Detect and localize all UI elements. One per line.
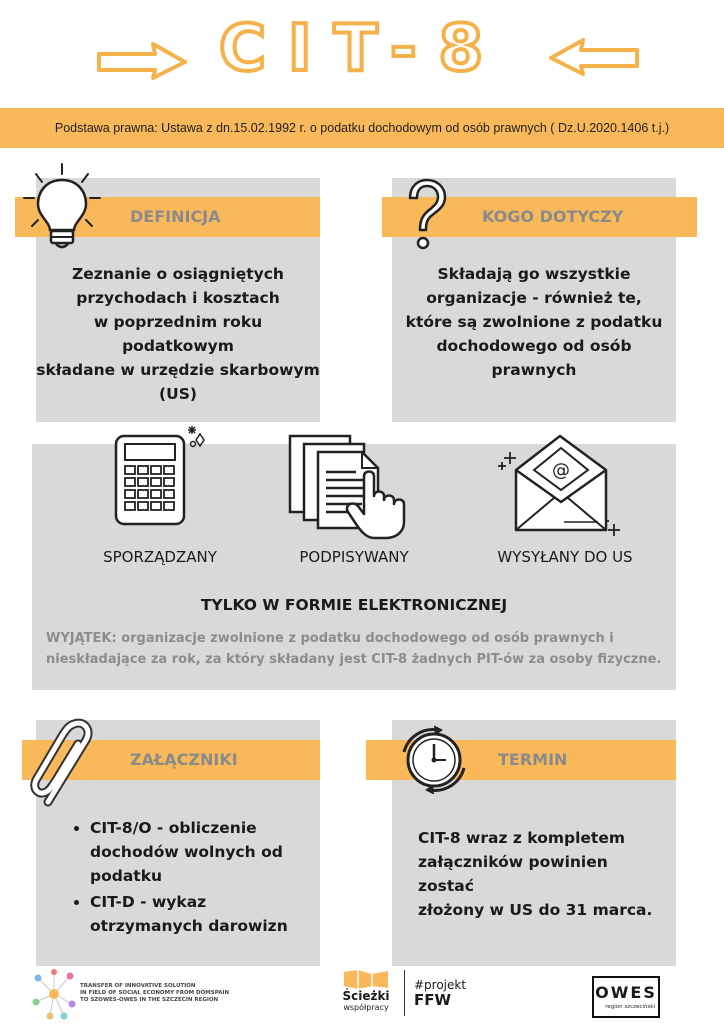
exception-line-1-text: organizacje zwolnione z podatku dochodowego od osób prawnych i [121,631,614,646]
page-title: CIT-8 [218,12,506,86]
attachment-item [90,890,292,938]
documents-hand-icon [286,430,416,540]
deadline-line: CIT-8 wraz z kompletem [418,829,625,847]
owes-sub: region szczeciński [605,1004,655,1010]
paperclip-icon [30,716,100,816]
sciezki-sub: współpracy [343,1003,389,1012]
ffw-hashtag: #projekt [414,978,467,992]
sciezki-logo [338,968,394,1012]
owes-logo [592,976,660,1018]
definition-line: przychodach i kosztach [76,289,280,307]
who-line: Składają go wszystkie [437,265,631,283]
attachments-heading: ZAŁĄCZNIKI [130,750,238,769]
transfer-line: TRANSFER OF INNOVATIVE SOLUTION [80,983,196,989]
exception-text [46,628,666,670]
attachment-line: • CIT-8/O - obliczenie [90,819,257,837]
owes-name: OWES [595,983,657,1002]
exception-line-1 [46,628,666,649]
definition-text [36,262,320,406]
step-signed-label: PODPISYWANY [299,548,409,566]
deadline-line: załączników powinien zostać [418,853,608,895]
attachment-line: otrzymanych darowizn [90,917,288,935]
ffw-logo [414,978,466,1009]
envelope-at-icon [494,430,634,540]
lightbulb-icon [22,160,102,252]
definition-line: (US) [159,385,197,403]
footer-divider [404,970,405,1016]
who-heading: KOGO DOTYCZY [482,207,624,226]
who-line: które są zwolnione z podatku [405,313,663,331]
clock-icon [398,722,470,794]
deadline-heading: TERMIN [498,750,568,769]
legal-basis-bar [0,108,724,148]
network-logo-icon [30,968,78,1020]
definition-heading: DEFINICJA [130,207,221,226]
definition-line: w poprzednim roku podatkowym [93,313,263,355]
attachments-bullets [72,816,292,938]
electronic-only-heading: TYLKO W FORMIE ELEKTRONICZNEJ [200,596,508,614]
sciezki-map-icon [342,968,390,990]
transfer-line: IN FIELD OF SOCIAL ECONOMY FROM DOMSPAIN [80,990,230,996]
attachment-item [90,816,292,888]
definition-line: składane w urzędzie skarbowym [36,361,320,379]
svg-text:@: @ [552,460,570,481]
ffw-name: FFW [414,991,452,1009]
calculator-icon [110,424,210,532]
exception-line-2: nieskładające za rok, za który składany jest CIT-8 żadnych PIT-ów za osoby fizyczne. [46,652,662,667]
step-prepared-label: SPORZĄDZANY [103,548,217,566]
attachment-line: • CIT-D - wykaz [90,893,207,911]
step-sent-label: WYSYŁANY DO US [497,548,633,566]
question-mark-icon [400,176,450,256]
who-text [392,262,676,382]
transfer-line: TO SZOWES-OWES IN THE SZCZECIN REGION [80,997,219,1003]
who-line: prawnych [491,361,577,379]
attachment-line: dochodów wolnych od [90,843,283,861]
attachment-line: podatku [90,867,163,885]
legal-basis-text: Podstawa prawna: Ustawa z dn.15.02.1992 r. o podatku dochodowym od osób prawnych ( Dz.U.2020.1406 t.j.) [54,121,670,135]
who-line: dochodowego od osób [436,337,632,355]
left-arrow-icon [546,36,641,78]
deadline-line: złożony w US do 31 marca. [418,901,653,919]
who-line: organizacje - również te, [426,289,642,307]
attachments-list [72,816,292,940]
exception-lead: WYJĄTEK: [46,631,117,646]
definition-line: Zeznanie o osiągniętych [72,265,284,283]
deadline-text [418,826,668,922]
sciezki-name: Ścieżki [342,989,390,1003]
transfer-text [80,983,310,1004]
